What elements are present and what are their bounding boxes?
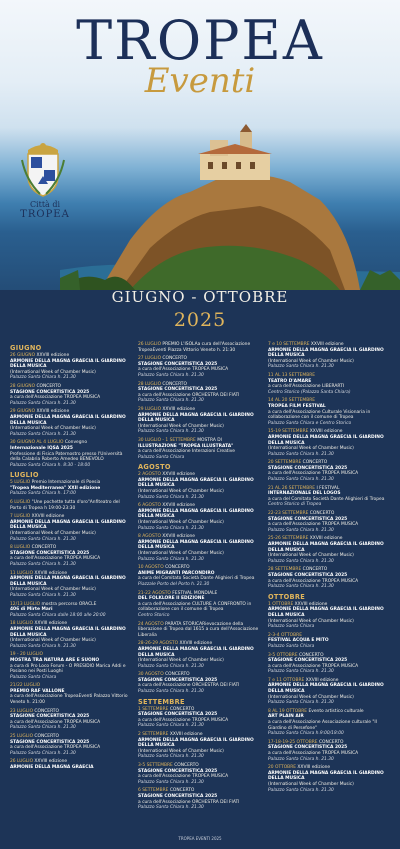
event-note: CONCERTO — [33, 734, 59, 740]
event-organizer: (International Week of Chamber Music) — [138, 520, 224, 526]
event-date: 28-26-29 AGOSTO — [138, 641, 179, 647]
event-place: Palazzo Santa Chiara h. 21.30 — [10, 643, 76, 649]
event-date: 6 LUGLIO — [10, 500, 31, 506]
event-date: 1 SETTEMBRE — [138, 706, 169, 712]
event-title: TROPEA FILM FESTIVAL — [268, 403, 326, 409]
event-organizer: a cura dell'Associazione TropeaEventi Palazzo Vittorio Veneto h. 21:00 — [10, 694, 128, 706]
event-title: STAGIONE CONCERTISTICA 2025 — [138, 712, 218, 718]
event-title: MOSTRA TRA NATURA ARE E SUONO — [10, 657, 100, 663]
month-heading: SETTEMBRE — [138, 697, 185, 706]
month-heading: OTTOBRE — [268, 592, 306, 601]
event-entry — [138, 565, 260, 587]
event-note: XXVIII edizione — [33, 621, 68, 627]
event-title: ILLUSTRAZIONE "TROPEA ILLUSTRATA" — [138, 443, 234, 449]
event-place: Palazzo Santa Chiara h. 21.30 — [138, 663, 204, 669]
event-organizer: a cura dell'Associazione Interazioni Creative — [138, 449, 236, 455]
event-entry — [138, 382, 260, 404]
event-place: Centro Storico — [138, 612, 170, 618]
event-date: 10 AGOSTO — [138, 565, 164, 571]
event-organizer: a cura dell'Associazione TROPEA MUSICA — [10, 556, 101, 562]
event-title: TEATRO D'AMARE — [268, 378, 312, 384]
event-title: ARMONIE DELLA MAGNA GRAECIA IL GIARDINO DELLA MUSICA — [138, 737, 254, 749]
event-entry — [10, 759, 132, 770]
event-date: 17-18-19-25 OTTOBRE — [268, 739, 318, 745]
event-title: ARMONIE DELLA MAGNA GRAECIA IL GIARDINO DELLA MUSICA — [268, 607, 384, 618]
event-entry — [10, 384, 132, 406]
month-heading: GIUGNO — [10, 344, 42, 352]
event-date: 21/22 LUGLIO — [10, 683, 41, 689]
event-entry — [10, 514, 132, 542]
event-date: 24 AGOSTO — [138, 621, 164, 627]
tropea-rock-illustration — [60, 120, 400, 290]
event-entry — [268, 398, 390, 426]
event-title: DEL FOLKLORE II EDIZIONE — [138, 596, 205, 602]
event-entry — [10, 683, 132, 705]
event-organizer: a cura dell'Associazione TropeaEventi Piazza Vittorio Veneto h. 21:30 — [138, 342, 251, 353]
event-organizer: a cura dell'Associazione CULTURE A CONFRONTO in collaborazione con il comune di Tropea — [138, 601, 252, 613]
event-entry — [268, 633, 390, 650]
event-date: 6 AGOSTO — [138, 503, 161, 509]
event-note: XXVIII edizione — [160, 534, 196, 540]
event-date: 8 AL 19 OTTOBRE — [268, 708, 308, 714]
event-title: ARMONIE DELLA MAGNA GRAECIA IL GIARDINO DELLA MUSICA — [138, 539, 254, 551]
event-title: ARMONIE DELLA MAGNA GRAECIA IL GIARDINO DELLA MUSICA — [138, 412, 254, 424]
city-crest-icon — [20, 140, 66, 198]
event-entry — [10, 571, 132, 599]
event-title: Internazionale IQSA 2025 — [10, 445, 73, 451]
event-title: ARMONIE DELLA MAGNA GRAECIA IL GIARDINO DELLA MUSICA — [268, 542, 384, 553]
event-note: XXVIII edizione — [161, 406, 196, 412]
event-title: STAGIONE CONCERTISTICA 2025 — [10, 714, 90, 720]
event-title: STAGIONE CONCERTISTICA 2025 — [268, 516, 348, 522]
event-organizer: (International Week of Chamber Music) — [268, 446, 354, 452]
event-date: 20 SETTEMBRE — [268, 460, 302, 466]
event-note: XXVIII edizione — [35, 353, 70, 358]
event-date: 5 LUGLIO — [10, 480, 31, 486]
event-entry — [268, 678, 390, 706]
event-place: Palazzo Santa Chiara h. 17:00 — [10, 491, 76, 497]
event-place: Palazzo Santa Chiara h. 21.30 — [10, 400, 76, 406]
event-entry — [10, 480, 132, 497]
event-date: 28 LUGLIO — [138, 381, 162, 387]
event-note: CONCERTO — [172, 763, 199, 768]
event-note: XXVIII edizione — [160, 472, 196, 478]
page-subtitle: Eventi — [144, 61, 256, 101]
event-place: Palazzo Santa Chiara h. 21.30 — [268, 451, 334, 457]
event-entry — [138, 641, 260, 669]
event-note: FESTIVAL MONDIALE — [170, 590, 218, 596]
event-organizer: a cura di Pro Loco Forum - O PRESIDIO Marica Addi e Posiano nei Posti Luoghi — [10, 663, 126, 675]
event-place: Centro Storico (Palazzo Santa Chiara) — [268, 389, 351, 395]
event-entry — [268, 460, 390, 482]
event-date: 26 LUGLIO — [138, 342, 162, 347]
event-note: I FESTIVAL — [315, 485, 340, 491]
event-title: ARMONIE DELLA MAGNA GRAECIA IL GIARDINO DELLA MUSICA — [138, 477, 254, 489]
event-title: STAGIONE CONCERTISTICA 2025 — [138, 361, 218, 367]
footer-text: TROPEA EVENTI 2025 — [178, 836, 222, 841]
event-entry — [138, 472, 260, 500]
event-note: "Une pochette tutta d'oro" — [30, 500, 90, 506]
event-title: STAGIONE CONCERTISTICA 2025 — [138, 387, 218, 393]
program-column-1 — [10, 342, 132, 774]
event-organizer: (International Week of Chamber Music) — [268, 553, 354, 559]
event-note: Evento artistico culturale — [307, 708, 364, 714]
event-entry — [138, 503, 260, 531]
event-note: XXVIII edizione — [178, 641, 213, 647]
event-place: Palazzo Santa Chiara h. 21.30 — [268, 669, 334, 675]
event-title: ARMONIE DELLA MAGNA GRAECIA — [10, 765, 94, 770]
event-date: 2 AGOSTO — [138, 472, 161, 478]
event-place: Palazzo Santa Chiara h. 21.30 — [10, 725, 76, 731]
event-organizer: a cura dell'Associazione TROPEA MUSICA — [138, 717, 229, 723]
event-entry — [268, 511, 390, 533]
event-organizer: a cura dell'Associazione TROPEA MUSICA — [268, 751, 359, 756]
event-organizer: (International Week of Chamber Music) — [10, 638, 96, 644]
event-place: Palazzo Santa Chiara h. 21.30 — [138, 429, 204, 435]
event-place: Palazzo Santa Chiara h. 21.30 — [268, 558, 334, 564]
event-place: Palazzo Santa Chiara h. 21.30 — [138, 723, 204, 729]
event-organizer: a cura dell'Associazione TROPEA MUSICA — [10, 719, 101, 725]
event-place: Palazzo Santa Chiara h. 21.30 — [10, 592, 76, 598]
event-place: Palazzo Santa Chiara h. 21.30 — [10, 750, 76, 756]
event-place: Palazzo Santa Chiara h. 21.30 — [138, 556, 204, 562]
event-title: STAGIONE CONCERTISTICA 2025 — [10, 739, 90, 745]
event-date: 27 LUGLIO — [138, 356, 162, 362]
event-title: ARMONIE DELLA MAGNA GRAECIA IL GIARDINO DELLA MUSICA — [268, 770, 384, 782]
event-date: 25-26 SETTEMBRE — [268, 536, 309, 542]
event-title: "Tropea Mediterranea" XXII edizione — [10, 485, 101, 491]
event-entry — [10, 353, 132, 381]
event-title: STAGIONE CONCERTISTICA 2025 — [268, 465, 348, 471]
event-date: 28 GIUGNO — [10, 383, 36, 389]
event-note: CONCERTO — [163, 672, 190, 678]
event-note: CONCERTO — [301, 460, 328, 466]
event-organizer: (International Week of Chamber Music) — [10, 426, 96, 432]
event-note: XXVIII edizione — [308, 429, 343, 435]
event-note: PREMIO L'ISOLA — [161, 342, 198, 347]
event-entry — [10, 734, 132, 756]
event-title: ARMONIE DELLA MAGNA GRAECIA IL GIARDINO DELLA MUSICA — [138, 508, 254, 520]
event-title: STAGIONE CONCERTISTICA 2025 — [268, 572, 348, 578]
event-place: Palazzo Santa Chiara h. 21.30 — [138, 689, 204, 695]
event-organizer: a cura dell'Associazione TROPEA MUSICA — [268, 578, 359, 584]
event-note: CONCERTO — [35, 383, 61, 389]
event-date: 3-5 OTTOBRE — [268, 652, 298, 658]
event-place: Palazzo Santa Chiara h. 21.30 — [268, 477, 334, 483]
event-organizer: a cura dell'Associazione TROPEA MUSICA — [138, 367, 229, 373]
event-organizer: a cura dell'Associazione LIBERARTI — [268, 384, 345, 390]
event-date: 30 GIUGNO AL 4 LUGLIO — [10, 440, 64, 446]
event-date: 25 LUGLIO — [10, 734, 34, 740]
event-organizer: a cura del Comitato Società Dante Alighieri di Tropea — [138, 576, 255, 582]
event-organizer: a cura dell'Associazione Associazione culturale "Il Giardino di Persefone" — [268, 720, 377, 731]
event-place: Palazzo Santa Chiara h. 21.30 — [268, 364, 334, 370]
event-place: Palazzo Santa Chiara h. 21.30 — [268, 584, 334, 590]
event-date: 3-5 SETTEMBRE — [138, 763, 173, 768]
event-place: Palazzo Santa Chiara h. 21.30 — [138, 805, 204, 811]
event-place: Palazzo Santa Chiara dalle 18:00 alle 20:00 — [10, 612, 106, 618]
event-organizer: (International Week of Chamber Music) — [138, 423, 224, 429]
event-note: CONCERTO — [33, 708, 59, 714]
event-entry — [268, 602, 390, 630]
event-entry — [268, 429, 390, 457]
event-note: CONCERTO — [168, 706, 195, 712]
event-organizer: (International Week of Chamber Music) — [10, 587, 96, 593]
event-organizer: (International Week of Chamber Music) — [10, 531, 96, 537]
event-entry — [268, 486, 390, 508]
event-date: 18 LUGLIO — [10, 621, 34, 627]
event-organizer: a cura dell'Associazione ORCHESTRA DEI FIATI — [138, 683, 240, 689]
event-title: ARMONIE DELLA MAGNA GRAECIA IL GIARDINO DELLA MUSICA — [10, 519, 126, 531]
event-organizer: a cura dell'Associazione TROPEA MUSICA — [268, 471, 359, 477]
event-entry — [268, 740, 390, 762]
event-title: PREMIO RAF VALLONE — [10, 688, 65, 694]
event-title: ARMONIE DELLA MAGNA GRAECIA IL GIARDINO DELLA MUSICA — [10, 626, 126, 638]
event-entry — [10, 500, 132, 511]
event-place: Palazzo Santa Chiara h. 8:30 - 18:00 — [10, 462, 91, 468]
event-date: 8 LUGLIO — [10, 545, 31, 551]
event-entry — [138, 438, 260, 460]
event-organizer: a cura dell'Associazione ORCHESTRA DEI FIATI — [138, 799, 240, 805]
event-note: CONCERTO — [163, 565, 190, 571]
event-date: 26 GIUGNO — [10, 353, 36, 358]
event-date: 7 e 11 OTTOBRE — [268, 677, 305, 683]
event-title: FESTIVAL ACQUA E MITO — [268, 638, 329, 644]
event-note: XXVIII edizione — [33, 759, 68, 765]
event-place: Palazzo Santa Chiara h. 21.30 — [10, 431, 76, 437]
program-column-2 — [138, 342, 260, 814]
event-title: STAGIONE CONCERTISTICA 2025 — [138, 768, 218, 774]
event-title: ARMONIE DELLA MAGNA GRAECIA IL GIARDINO DELLA MUSICA — [10, 414, 126, 426]
event-entry — [10, 409, 132, 437]
event-place: Piazzale Porto del Porto h. 21.30 — [138, 581, 210, 587]
event-place: Palazzo Santa Chiara — [10, 674, 57, 680]
event-entry — [138, 788, 260, 810]
event-organizer: a cura dell'Associazione TROPEA MUSICA — [10, 395, 101, 401]
event-place: Palazzo Santa Chiara h. 21.30 — [268, 756, 334, 762]
event-date: 21 AL 26 SETTEMBRE — [268, 485, 316, 491]
event-title: STAGIONE CONCERTISTICA 2025 — [268, 745, 348, 751]
event-note: CONCERTO — [301, 567, 328, 573]
event-title: ARMONIE DELLA MAGNA GRAECIA IL GIARDINO DELLA MUSICA — [138, 646, 254, 658]
event-place: Palazzo Santa Chiara h. 21.30 — [268, 700, 334, 706]
event-note: XXVIII edizione — [308, 536, 343, 542]
event-place: Centro Storico di Tropea — [268, 502, 322, 508]
event-organizer: Rievocazione della liberazione di Tropea dal 1615 a cura dell'Associazione Liberalia — [138, 621, 259, 638]
event-place: Palazzo Santa Chiara h.9:00/18:00 — [268, 731, 344, 737]
event-place: Palazzo Santa Chiara h. 21.30 — [10, 375, 76, 381]
event-place: Palazzo Santa Chiara — [268, 624, 315, 630]
event-entry — [138, 407, 260, 435]
event-entry — [138, 707, 260, 729]
event-date: 11 AL 13 SETTEMBRE — [268, 372, 316, 378]
event-note: PARATA STORICA — [163, 621, 203, 627]
event-note: CONCERTO — [161, 381, 187, 387]
event-entry — [10, 440, 132, 468]
event-entry — [268, 765, 390, 793]
event-title: ANIME MIGRANTI PARCONDIRO — [138, 570, 215, 576]
event-date: 6 SETTEMBRE — [138, 788, 169, 794]
city-label-line2: TROPEA — [20, 209, 70, 220]
event-entry — [138, 356, 260, 378]
event-date: 11 LUGLIO — [10, 570, 34, 576]
event-organizer: a cura dell'Associazione TROPEA MUSICA — [268, 522, 359, 528]
event-entry — [138, 732, 260, 760]
event-note: XXVIII edizione — [304, 677, 339, 683]
event-date: 21-22 AGOSTO — [138, 590, 171, 596]
event-organizer: a cura dell'Associazione TROPEA MUSICA — [268, 663, 359, 669]
event-organizer: (International Week of Chamber Music) — [10, 369, 96, 375]
event-date: 29 GIUGNO — [10, 409, 36, 415]
event-entry — [268, 342, 390, 370]
event-note: XXVIII edizione — [35, 409, 70, 415]
event-entry — [10, 652, 132, 680]
event-entry — [138, 534, 260, 562]
program-column-3 — [268, 342, 390, 796]
event-entry — [268, 567, 390, 589]
event-entry — [268, 653, 390, 675]
event-entry — [10, 545, 132, 567]
event-organizer: a cura dell'Associazione ORCHESTRA DEI FIATI — [138, 392, 240, 398]
event-organizer: (International Week of Chamber Music) — [268, 618, 354, 624]
month-heading: LUGLIO — [10, 471, 39, 480]
event-note: XXVIII edizione — [30, 514, 65, 520]
city-label — [10, 200, 80, 220]
hero-photo — [0, 0, 400, 290]
event-date: 7 LUGLIO — [10, 514, 31, 520]
event-entry — [10, 602, 132, 619]
event-place: Palazzo Santa Chiara h. 21.30 — [138, 398, 204, 404]
event-entry — [268, 373, 390, 395]
event-note: mostra percorso ORACLE — [40, 601, 97, 607]
event-date: 2-3-4 OTTOBRE — [268, 632, 302, 638]
event-title: STAGIONE CONCERTISTICA 2025 — [138, 793, 218, 799]
event-organizer: (International Week of Chamber Music) — [138, 658, 224, 664]
event-note: CONCERTO — [161, 356, 187, 362]
event-period: GIUGNO - OTTOBRE — [111, 288, 289, 306]
event-entry — [138, 342, 260, 353]
event-title: ARMONIE DELLA MAGNA GRAECIA IL GIARDINO DELLA MUSICA — [10, 576, 126, 587]
event-note: Convegno — [63, 440, 88, 446]
event-place: Palazzo Santa Chiara h. 21.30 — [138, 372, 204, 378]
event-note: CONCERTO — [317, 739, 344, 745]
event-entry — [268, 536, 390, 564]
event-date: 29 LUGLIO — [138, 406, 162, 412]
event-date: 2 SETTEMBRE — [138, 732, 169, 738]
event-note: XXVIII edizione — [296, 765, 331, 771]
event-date: 20 OTTOBRE — [268, 765, 297, 771]
event-note: MOSTRA DI — [195, 437, 222, 443]
event-place: Palazzo Santa Chiara h. 21.30 — [138, 525, 204, 531]
event-date: 1 OTTOBRE — [268, 601, 294, 607]
event-date: 22-23 SETTEMBRE — [268, 511, 309, 517]
event-date: 19 - 20 LUGLIO — [10, 652, 43, 658]
event-organizer: a cura dell'Associazione TROPEA MUSICA — [138, 774, 229, 780]
event-place: Palazzo Santa Chiara — [268, 643, 315, 649]
event-organizer: a cura dell'Associazione TROPEA MUSICA — [10, 745, 101, 751]
event-title: STAGIONE CONCERTISTICA 2025 — [268, 658, 348, 664]
event-organizer: Professione di Fisica Paternostro presso l'Università della Calabria Roberto Amedeo BENEVOLO — [10, 451, 123, 463]
event-organizer: (International Week of Chamber Music) — [268, 358, 354, 364]
event-title: ARMONIE DELLA MAGNA GRAECIA IL GIARDINO DELLA MUSICA — [268, 347, 384, 359]
event-title: 406 di Mirte Mari — [10, 607, 53, 613]
event-entry — [138, 622, 260, 639]
event-date: 7 e 10 SETTEMBRE — [268, 342, 310, 347]
event-place: Palazzo Santa Chiara e Centro Storico — [268, 420, 352, 426]
event-organizer: Anfiteatro del Porto di Tropea h 19:00-23:30 — [10, 500, 120, 511]
event-place: Palazzo Santa Chiara h. 21.30 — [138, 494, 204, 500]
event-date: 23 LUGLIO — [10, 708, 34, 714]
event-entry — [10, 621, 132, 649]
event-entry — [10, 709, 132, 731]
event-title: STAGIONE CONCERTISTICA 2025 — [138, 677, 218, 683]
event-note: XXVIII edizione — [309, 342, 344, 347]
event-title: ARMONIE DELLA MAGNA GRAECIA IL GIARDINO DELLA MUSICA — [268, 683, 384, 695]
event-entry — [138, 591, 260, 619]
event-place: Palazzo Santa Chiara h. 21.30 — [138, 779, 204, 785]
event-note: XXVIII edizione — [160, 503, 196, 509]
event-organizer: a cura dell'Associazione Culturale Visionaria in collaborazione con il comune di Tropea — [268, 409, 371, 421]
city-label-line1: Città di — [29, 200, 61, 209]
event-title: STAGIONE CONCERTISTICA 2025 — [10, 389, 90, 395]
event-note: CONCERTO — [297, 652, 324, 658]
event-title: ARMONIE DELLA MAGNA GRAECIA IL GIARDINO DELLA MUSICA — [10, 358, 126, 370]
event-date: 14 AL 20 SETTEMBRE — [268, 398, 316, 404]
page-title: TROPEA — [76, 9, 324, 72]
event-entry — [138, 672, 260, 694]
event-date: 30 AGOSTO — [138, 672, 164, 678]
event-place: Palazzo Santa Chiara — [138, 454, 185, 460]
event-place: Palazzo Santa Chiara h. 21.30 — [10, 562, 76, 567]
event-date: 26 LUGLIO — [10, 759, 34, 765]
event-place: Palazzo Santa Chiara h. 21.30 — [268, 527, 334, 533]
event-note: XXVIII edizione — [168, 732, 203, 738]
event-organizer: a cura del Comitato Società Dante Alighieri di Tropea — [268, 496, 385, 502]
event-date: 8 AGOSTO — [138, 534, 161, 540]
event-title: INTERNAZIONALE DEL LOGOS — [268, 491, 341, 497]
event-entry — [268, 709, 390, 737]
event-note: Premio Internazionale di Poesia — [30, 480, 101, 486]
event-title: ART PLAIN AIR — [268, 714, 304, 720]
event-date: 15-19 SETTEMBRE — [268, 429, 309, 435]
event-note: XXVIII edizione — [33, 570, 68, 576]
event-place: Palazzo Santa Chiara h. 21.30 — [10, 536, 76, 542]
event-note: CONCERTO — [308, 511, 335, 517]
event-organizer: (International Week of Chamber Music) — [268, 781, 354, 787]
event-note: CONCERTO — [30, 545, 57, 551]
event-place: Palazzo Santa Chiara h. 21.30 — [138, 754, 204, 760]
event-date: 12/13 LUGLIO — [10, 601, 41, 607]
event-title: ARMONIE DELLA MAGNA GRAECIA IL GIARDINO DELLA MUSICA — [268, 434, 384, 446]
event-organizer: (International Week of Chamber Music) — [268, 694, 354, 700]
event-entry — [138, 763, 260, 785]
event-year: 2025 — [173, 309, 227, 331]
event-date: 28 SETTEMBRE — [268, 567, 302, 573]
event-date: 30 LUGLIO - 1 SETTEMBRE — [138, 437, 196, 443]
month-heading: AGOSTO — [138, 463, 171, 472]
event-organizer: (International Week of Chamber Music) — [138, 551, 224, 556]
event-title: STAGIONE CONCERTISTICA 2025 — [10, 550, 90, 556]
event-place: Palazzo Santa Chiara h. 21.30 — [268, 787, 334, 793]
event-note: CONCERTO — [168, 788, 195, 794]
event-organizer: (International Week of Chamber Music) — [138, 748, 224, 754]
event-note: XXVIII edizione — [293, 601, 328, 607]
event-organizer: (International Week of Chamber Music) — [138, 489, 224, 495]
